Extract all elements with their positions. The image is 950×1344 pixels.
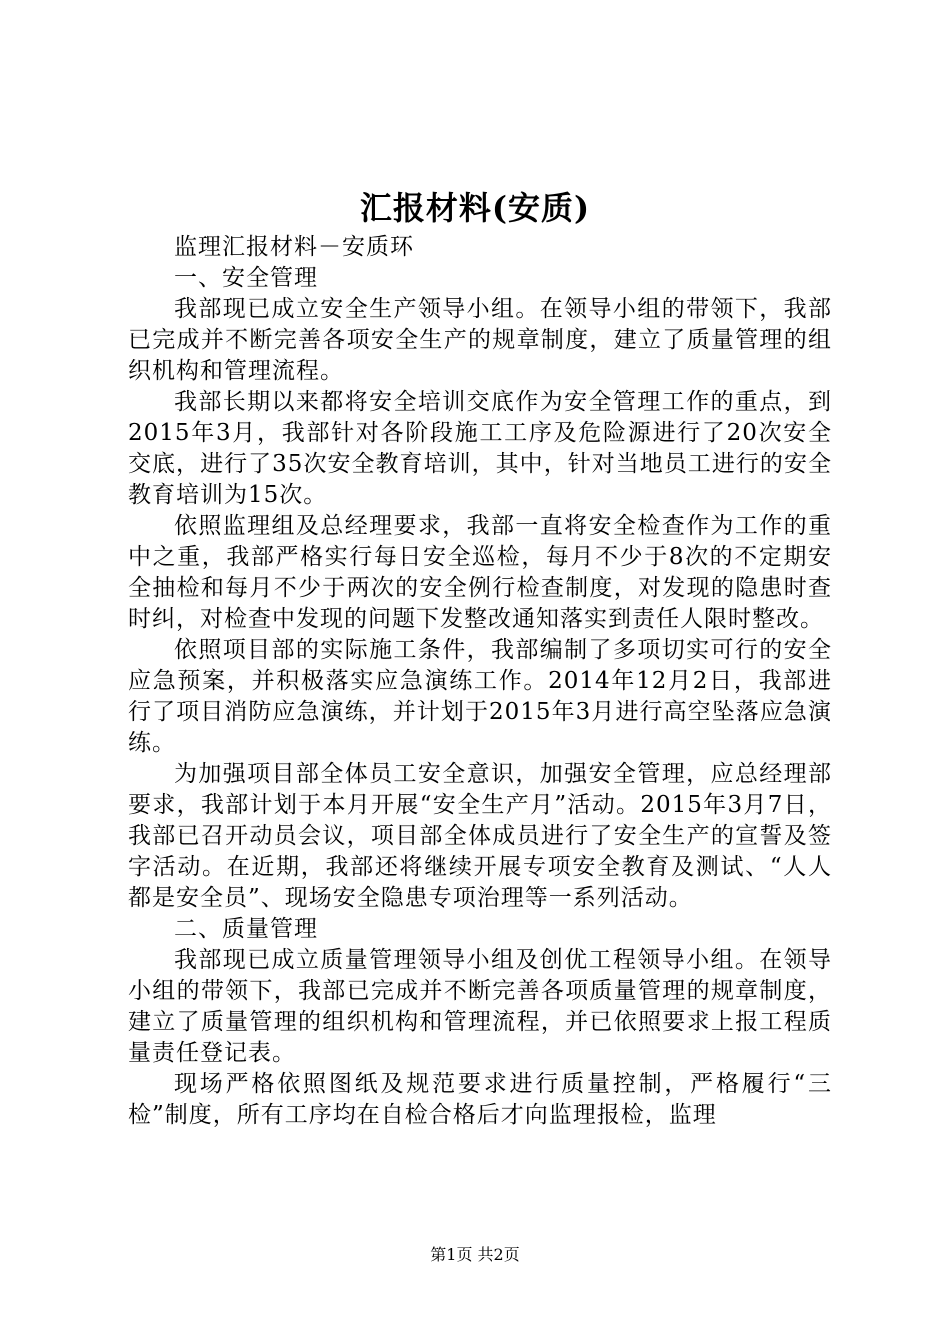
body-paragraph: 我部现已成立质量管理领导小组及创优工程领导小组。在领导小组的带领下，我部已完成并不断完善各项质量管理的规章制度，建立了质量管理的组织机构和管理流程，并已依照要求上报工程质量责任登记表。	[128, 947, 832, 1066]
body-paragraph: 现场严格依照图纸及规范要求进行质量控制，严格履行“三检”制度，所有工序均在自检合格后才向监理报检，监理	[128, 1071, 832, 1128]
body-paragraph: 依照监理组及总经理要求，我部一直将安全检查作为工作的重中之重，我部严格实行每日安全巡检，每月不少于8次的不定期安全抽检和每月不少于两次的安全例行检查制度，对发现的隐患时查时纠，对检查中发现的问题下发整改通知落实到责任人限时整改。	[128, 513, 832, 632]
section-heading-safety: 一、安全管理	[174, 265, 318, 291]
page-number-footer: 第1页 共2页	[430, 1245, 520, 1264]
document-body	[128, 232, 832, 1131]
document-title: 汇报材料(安质)	[359, 189, 591, 227]
body-paragraph: 我部现已成立安全生产领导小组。在领导小组的带领下，我部已完成并不断完善各项安全生产的规章制度，建立了质量管理的组织机构和管理流程。	[128, 296, 832, 384]
section-heading-quality: 二、质量管理	[174, 916, 318, 942]
body-paragraph: 为加强项目部全体员工安全意识，加强安全管理，应总经理部要求，我部计划于本月开展“安全生产月”活动。2015年3月7日，我部已召开动员会议，项目部全体成员进行了安全生产的宣誓及签字活动。在近期，我部还将继续开展专项安全教育及测试、“人人都是安全员”、现场安全隐患专项治理等一系列活动。	[128, 761, 832, 911]
body-paragraph: 监理汇报材料－安质环	[174, 234, 414, 260]
body-paragraph: 依照项目部的实际施工条件，我部编制了多项切实可行的安全应急预案，并积极落实应急演练工作。2014年12月2日，我部进行了项目消防应急演练，并计划于2015年3月进行高空坠落应急演练。	[128, 637, 832, 756]
body-paragraph: 我部长期以来都将安全培训交底作为安全管理工作的重点，到2015年3月，我部针对各阶段施工工序及危险源进行了20次安全交底，进行了35次安全教育培训，其中，针对当地员工进行的安全教育培训为15次。	[128, 389, 832, 508]
